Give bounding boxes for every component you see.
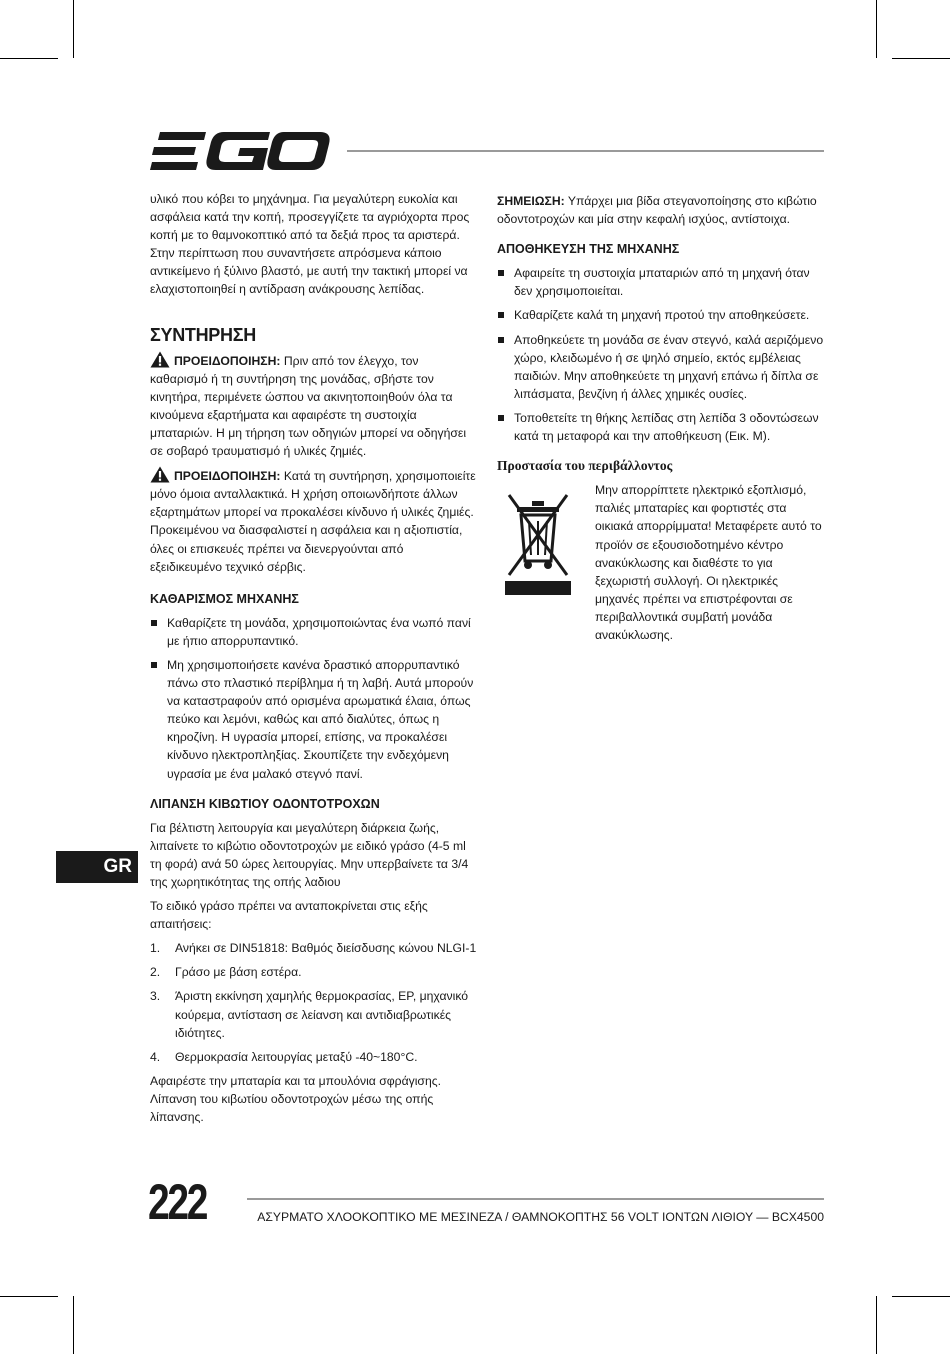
closing-paragraph: Αφαιρέστε την μπαταρία και τα μπουλόνια σφράγισης. Λίπανση του κιβωτίου οδοντοτροχών μέσω της οπής λίπανσης. [150,1073,441,1125]
note-text: Υπάρχει μια βίδα στεγανοποίησης στο κιβώτιο οδοντοτροχών και μία στην κεφαλή ισχύος, αντίστοιχα. [497,194,817,227]
warning-text: Πριν από τον έλεγχο, τον καθαρισμό ή τη συντήρηση της μονάδας, σβήστε τον κινητήρα, περιμένετε ώσπου να ακινητοποιηθούν όλα τα κινούμενα εξαρτήματα και αφαιρέστε τη συστοιχία μπαταριών. Η μη τήρηση των οδηγιών μπορεί να οδηγήσει σε σοβαρό τραυματισμό ή υλικές ζημιές. [150,353,467,459]
environment-section [497,481,824,644]
language-tab: GR [56,851,138,883]
bullet-icon [151,620,157,626]
grease-requirements-list [150,939,477,1066]
grease-intro: Το ειδικό γράσο πρέπει να ανταποκρίνεται στις εξής απαιτήσεις: [150,899,428,932]
crop-mark [0,1296,58,1297]
warning-block [150,466,477,576]
note-block [497,192,824,228]
right-column [497,192,824,644]
storage-list [497,264,824,445]
list-item: 4. Θερμοκρασία λειτουργίας μεταξύ -40~180°C. [150,1049,418,1064]
warning-triangle-icon [150,351,170,368]
list-item: Αφαιρείτε τη συστοιχία μπαταριών από τη μηχανή όταν δεν χρησιμοποιείται. [497,264,824,300]
header-rule [347,150,824,152]
crop-mark [876,1296,877,1354]
list-item: Καθαρίζετε τη μονάδα, χρησιμοποιώντας ένα νωπό πανί με ήπιο απορρυπαντικό. [150,614,477,650]
crop-mark [892,1296,950,1297]
bullet-icon [498,312,504,318]
storage-heading: ΑΠΟΘΗΚΕΥΣΗ ΤΗΣ ΜΗΧΑΝΗΣ [497,242,680,257]
bullet-icon [498,270,504,276]
footer-rule [247,1198,824,1200]
list-item: 2. Γράσο με βάση εστέρα. [150,965,302,980]
lubrication-paragraph: Για βέλτιστη λειτουργία και μεγαλύτερη διάρκεια ζωής, λιπαίνετε το κιβώτιο οδοντοτροχών με ειδικό γράσο (4-5 ml τη φορά) ανά 50 ώρες λειτουργίας. Μην υπερβαίνετε τα 3/4 της χωρητικότητας της οπής λαδιου [150,820,469,889]
list-item: Αποθηκεύετε τη μονάδα σε έναν στεγνό, καλά αεριζόμενο χώρο, κλειδωμένο ή σε ψηλό σημείο, εκτός εμβέλειας παιδιών. Μην αποθηκεύετε τη μηχανή επάνω ή δίπλα σε λιπάσματα, βενζίνη ή άλλες χημικές ουσίες. [497,331,824,403]
left-column [150,190,477,1126]
maintenance-heading: ΣΥΝΤΗΡΗΣΗ [150,324,256,345]
list-item: Τοποθετείτε τη θήκης λεπίδας στη λεπίδα 3 οδοντώσεων κατά τη μεταφορά και την αποθήκευση (Εικ. M). [497,409,824,445]
intro-paragraph: υλικό που κόβει το μηχάνημα. Για μεγαλύτερη ευκολία και ασφάλεια κατά την κοπή, προσεγγίζετε τα αγριόχορτα προς κοπή με το θαμνοκοπτικό από τα δεξιά προς τα αριστερά. Στην περίπτωση που συναντήσετε απρόσμενα κάποιο αντικείμενο ή ξύλινο βλαστό, με αυτή την τακτική μπορεί να ελαχιστοποιηθεί η αντίδραση ανάκρουσης λεπίδας. [150,192,470,297]
list-item: 3. Άριστη εκκίνηση χαμηλής θερμοκρασίας, EP, μηχανικό κούρεμα, αντίσταση σε λείανση και αντιδιαβρωτικές ιδιότητες. [150,989,469,1040]
crop-mark [73,0,74,58]
crop-mark [876,0,877,58]
crop-mark [0,58,58,59]
cleaning-list [150,614,477,783]
lubrication-heading: ΛΙΠΑΝΣΗ ΚΙΒΩΤΙΟΥ ΟΔΟΝΤΟΤΡΟΧΩΝ [150,796,380,811]
list-item: Μη χρησιμοποιήσετε κανένα δραστικό απορρυπαντικό πάνω στο πλαστικό περίβλημα ή τη λαβή. Αυτά μπορούν να καταστραφούν από ορισμένα αρωματικά έλαια, όπως πεύκο και λεμόνι, καθώς και από διαλύτες, όπως η κηροζίνη. Η υγρασία μπορεί, επίσης, να προκαλέσει κίνδυνο ηλεκτροπληξίας. Σκουπίζετε την ενδεχόμενη υγρασία με ένα μαλακό στεγνό πανί. [150,656,477,783]
list-item: 1. Ανήκει σε DIN51818: Βαθμός διείσδυσης κώνου NLGI-1 [150,941,477,956]
note-label: ΣΗΜΕΙΩΣΗ: [497,194,565,208]
cleaning-heading: ΚΑΘΑΡΙΣΜΟΣ ΜΗΧΑΝΗΣ [150,591,299,606]
bullet-icon [151,662,157,668]
list-item: Καθαρίζετε καλά τη μηχανή προτού την αποθηκεύσετε. [497,306,824,324]
crop-mark [73,1296,74,1354]
crop-mark [892,58,950,59]
environment-text: Μην απορρίπτετε ηλεκτρικό εξοπλισμό, παλιές μπαταρίες και φορτιστές στα οικιακά απορρίμματα! Μεταφέρετε αυτό το προϊόν σε εξουσιοδοτημένο κέντρο ανακύκλωσης και διαθέστε το για ξεχωριστή συλλογή. Οι ηλεκτρικές μηχανές πρέπει να επιστρέφονται σε περιβαλλοντικά συμβατή μονάδα ανακύκλωσης. [595,483,822,642]
warning-label: ΠΡΟΕΙΔΟΠΟΙΗΣΗ: [174,469,281,484]
crossed-out-wheelie-bin-icon [503,487,573,597]
warning-triangle-icon [150,466,170,483]
environment-heading: Προστασία του περιβάλλοντος [497,458,673,474]
warning-label: ΠΡΟΕΙΔΟΠΟΙΗΣΗ: [174,353,281,368]
bullet-icon [498,415,504,421]
page-number: 222 [148,1174,207,1230]
footer-title: ΑΣΥΡΜΑΤΟ ΧΛΟΟΚΟΠΤΙΚΟ ΜΕ ΜΕΣΙΝΕΖΑ / ΘΑΜΝΟΚΟΠΤΗΣ 56 VOLT ΙΟΝΤΩΝ ΛΙΘΙΟΥ — BCX4500 [257,1210,824,1224]
warning-block [150,351,477,461]
warning-text: Κατά τη συντήρηση, χρησιμοποιείτε μόνο όμοια ανταλλακτικά. Η χρήση οποιωνδήποτε άλλων εξαρτημάτων μπορεί να προκαλέσει κίνδυνο ή υλικές ζημιές. Προκειμένου να διασφαλιστεί η ασφάλεια και η αξιοπιστία, όλες οι επισκευές πρέπει να διενεργούνται από εξειδικευμένο τεχνικό σέρβις. [150,469,476,574]
bullet-icon [498,337,504,343]
ego-logo [150,130,330,172]
